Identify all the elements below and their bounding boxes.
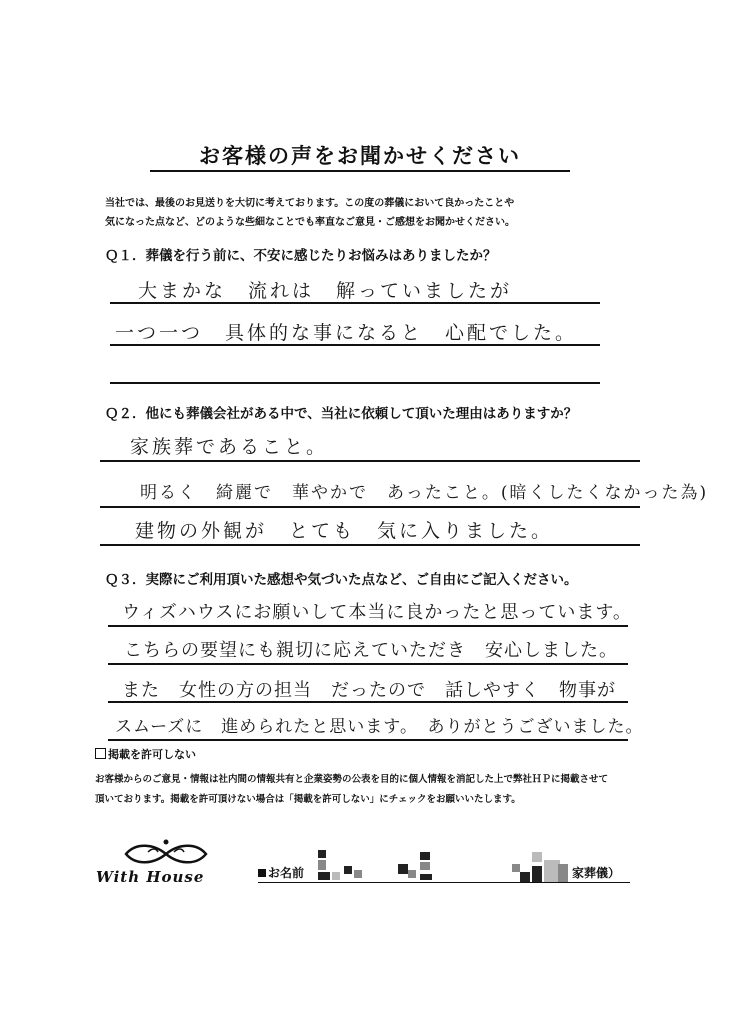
- answer-rule: [100, 460, 640, 462]
- name-underline: [258, 882, 630, 883]
- q3-answer-line-2: こちらの要望にも親切に応えていただき 安心しました。: [124, 640, 618, 661]
- intro-line: 気になった点など、どのような些細なことでも率直なご意見・ご感想をお聞かせください。: [105, 217, 515, 228]
- answer-rule: [100, 544, 640, 546]
- question-1: Ｑ１．葬儀を行う前に、不安に感じたりお悩みはありましたか？: [105, 248, 497, 264]
- page-title: お客様の声をお聞かせください: [199, 144, 521, 168]
- q2-answer-line-3: 建物の外観が とても 気に入りました。: [135, 520, 554, 542]
- name-label: [258, 864, 304, 881]
- question-2: Ｑ２．他にも葬儀会社がある中で、当社に依頼して頂いた理由はありますか？: [105, 406, 578, 422]
- bullet-square-icon: [258, 869, 266, 877]
- question-3: Ｑ３．実際にご利用頂いた感想や気づいた点など、ご自由にご記入ください。: [105, 572, 578, 588]
- answer-rule: [108, 739, 628, 741]
- answer-rule: [110, 302, 600, 304]
- privacy-notes: [95, 770, 675, 810]
- answer-rule: [108, 701, 628, 703]
- answer-rule: [100, 506, 640, 508]
- name-suffix: 家葬儀）: [572, 866, 621, 880]
- q3-answer-line-3: また 女性の方の担当 だったので 話しやすく 物事が: [122, 680, 616, 701]
- q3-answer-line-4: スムーズに 進められたと思います。 ありがとうございました。: [115, 717, 644, 737]
- notes-line: 頂いております。掲載を許可頂けない場合は「掲載を許可しない」にチェックをお願いいたします。: [95, 794, 521, 805]
- q1-answer-line-2: 一つ一つ 具体的な事になると 心配でした。: [115, 322, 578, 344]
- publish-consent-checkbox[interactable]: [95, 746, 196, 762]
- answer-rule: [108, 625, 628, 627]
- notes-line: お客様からのご意見・情報は社内間の情報共有と企業姿勢の公表を目的に個人情報を消記した上で弊社ＨＰに掲載させて: [95, 774, 609, 785]
- q2-answer-line-2: 明るく 綺麗で 華やかで あったこと。(暗くしたくなかった為): [140, 483, 709, 503]
- title-underline: [150, 170, 570, 172]
- q2-answer-line-1: 家族葬であること。: [130, 436, 329, 458]
- logo-wordmark: With House: [96, 868, 205, 886]
- checkbox-square[interactable]: [95, 748, 106, 759]
- answer-rule: [110, 344, 600, 346]
- intro-text: [105, 194, 625, 232]
- answer-rule: [110, 382, 600, 384]
- intro-line: 当社では、最後のお見送りを大切に考えております。この度の葬儀において良かったことや: [105, 198, 515, 209]
- q1-answer-line-1: 大まかな 流れは 解っていましたが: [138, 280, 513, 302]
- answer-rule: [108, 663, 628, 665]
- checkbox-label: 掲載を許可しない: [108, 748, 196, 761]
- q3-answer-line-1: ウィズハウスにお願いして本当に良かったと思っています。: [122, 602, 632, 623]
- name-label-text: お名前: [268, 866, 305, 880]
